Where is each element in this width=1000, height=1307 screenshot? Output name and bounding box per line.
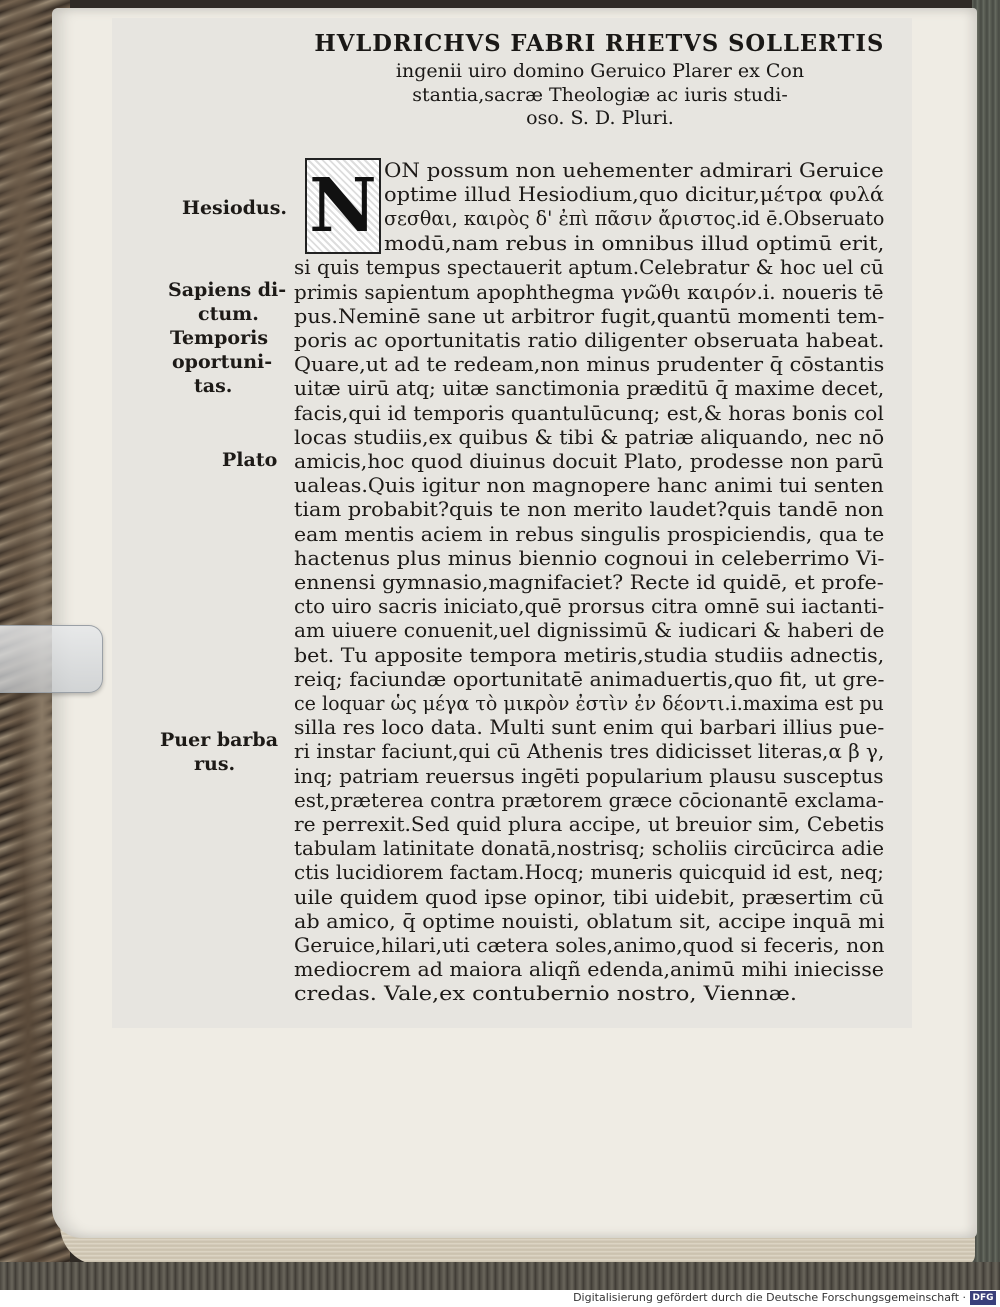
text-line: bet. Tu apposite tempora metiris,studia studiis adnectis, (294, 644, 885, 667)
margin-note-hesiodus: Hesiodus. (182, 197, 288, 219)
text-line: ualeas.Quis igitur non magnopere hanc animi tui senten (294, 474, 884, 497)
text-line: poris ac oportunitatis ratio diligenter obseruata habeat. (294, 329, 885, 352)
text-line: silla res loco data. Multi sunt enim qui barbari illius pue- (294, 716, 885, 739)
text-line: ce loquar ὡς μέγα τὸ μικρὸν ἐστὶν ἐν δέοντι.i.maxima est pu (294, 692, 884, 715)
text-line: ennensi gymnasio,magnifaciet? Recte id quidē, et profe- (294, 571, 884, 594)
text-line: am uiuere conuenit,uel dignissimū & iudicari & haberi de (294, 619, 885, 642)
margin-note: oportuni- (172, 351, 273, 373)
margin-note: Sapiens di- (168, 279, 287, 301)
text-line: re perrexit.Sed quid plura accipe, ut breuior sim, Cebetis (294, 813, 885, 836)
text-line: σεσθαι, καιρὸς δ' ἐπὶ πᾶσιν ἄριστος.id ē.Obseruato (384, 207, 885, 230)
margin-note-plato: Plato (222, 449, 278, 471)
text-line: est,præterea contra prætorem græce cōcionantē exclama- (294, 789, 884, 812)
text-line: cto uiro sacris iniciato,quē prorsus citra omnē sui iactanti- (294, 595, 885, 618)
heading-line-4: oso. S. D. Pluri. (526, 107, 674, 129)
dfg-logo: DFG (970, 1291, 996, 1305)
text-line: uitæ uirū atq; uitæ sanctimonia præditū q̄ maxime decet, (294, 377, 885, 400)
page-clip (0, 625, 103, 693)
text-line: reiq; faciundæ oportunitatē animaduertis,quo fit, ut gre- (294, 668, 885, 691)
text-line: hactenus plus minus biennio cognoui in celeberrimo Vi- (294, 547, 885, 570)
bottom-binding (0, 1262, 1000, 1290)
text-line: ab amico, q̄ optime nouisti, oblatum sit, accipe inquā mi (294, 910, 885, 933)
margin-note: Puer barba (160, 729, 279, 751)
margin-note: Temporis (170, 327, 269, 349)
text-line: ri instar faciunt,qui cū Athenis tres didicisset literas,α β γ, (294, 740, 885, 763)
margin-note: tas. (194, 375, 233, 397)
text-line: tabulam latinitate donatā,nostrisq; scholiis circūcirca adie (294, 837, 885, 860)
text-line: uile quidem quod ipse opinor, tibi uidebit, præsertim cū (294, 886, 885, 909)
text-line: primis sapientum apophthegma γνῶθι καιρόν.i. noueris tē (294, 281, 884, 304)
text-line: Geruice,hilari,uti cætera soles,animo,quod si feceris, non (294, 934, 885, 957)
margin-note: rus. (194, 753, 236, 775)
margin-note: ctum. (198, 303, 259, 325)
text-line: pus.Neminē sane ut arbitror fugit,quantū momenti tem- (294, 305, 885, 328)
text-line: optime illud Hesiodium,quo dicitur,μέτρα φυλά (384, 183, 885, 206)
text-line: facis,qui id temporis quantulūcunq; est,& horas bonis col (294, 402, 884, 425)
text-line: ON possum non uehementer admirari Geruice (384, 159, 884, 182)
text-line: eam mentis aciem in rebus singulis prospiciendis, qua te (294, 523, 885, 546)
text-line: locas studiis,ex quibus & tibi & patriæ aliquando, nec nō (294, 426, 885, 449)
heading-line-3: stantia,sacræ Theologiæ ac iuris studi- (412, 84, 788, 106)
footer-credit: Digitalisierung gefördert durch die Deutsche Forschungsgemeinschaft · (573, 1291, 966, 1304)
text-line: si quis tempus spectauerit aptum.Celebratur & hoc uel cū (294, 256, 884, 279)
text-line: mediocrem ad maiora aliqñ edenda,animū mihi iniecisse (294, 958, 884, 981)
text-line: amicis,hoc quod diuinus docuit Plato, prodesse non parū (294, 450, 884, 473)
text-line: credas. Vale,ex contubernio nostro, Viennæ. (294, 982, 797, 1005)
text-line: ctis lucidiorem factam.Hocq; muneris quicquid id est, neq; (294, 861, 884, 884)
text-line: modū,nam rebus in omnibus illud optimū erit, (384, 232, 885, 255)
heading-line-2: ingenii uiro domino Geruico Plarer ex Con (395, 60, 805, 82)
footer-bar (0, 1290, 1000, 1307)
heading-line-1: HVLDRICHVS FABRI RHETVS SOLLERTIS (314, 30, 885, 57)
text-line: tiam probabit?quis te non merito laudet?quis tandē non (294, 498, 884, 521)
text-line: Quare,ut ad te redeam,non minus prudenter q̄ cōstantis (294, 353, 885, 376)
decorated-initial: N (305, 158, 381, 254)
text-line: inq; patriam reuersus ingēti popularium plausu susceptus (294, 765, 884, 788)
